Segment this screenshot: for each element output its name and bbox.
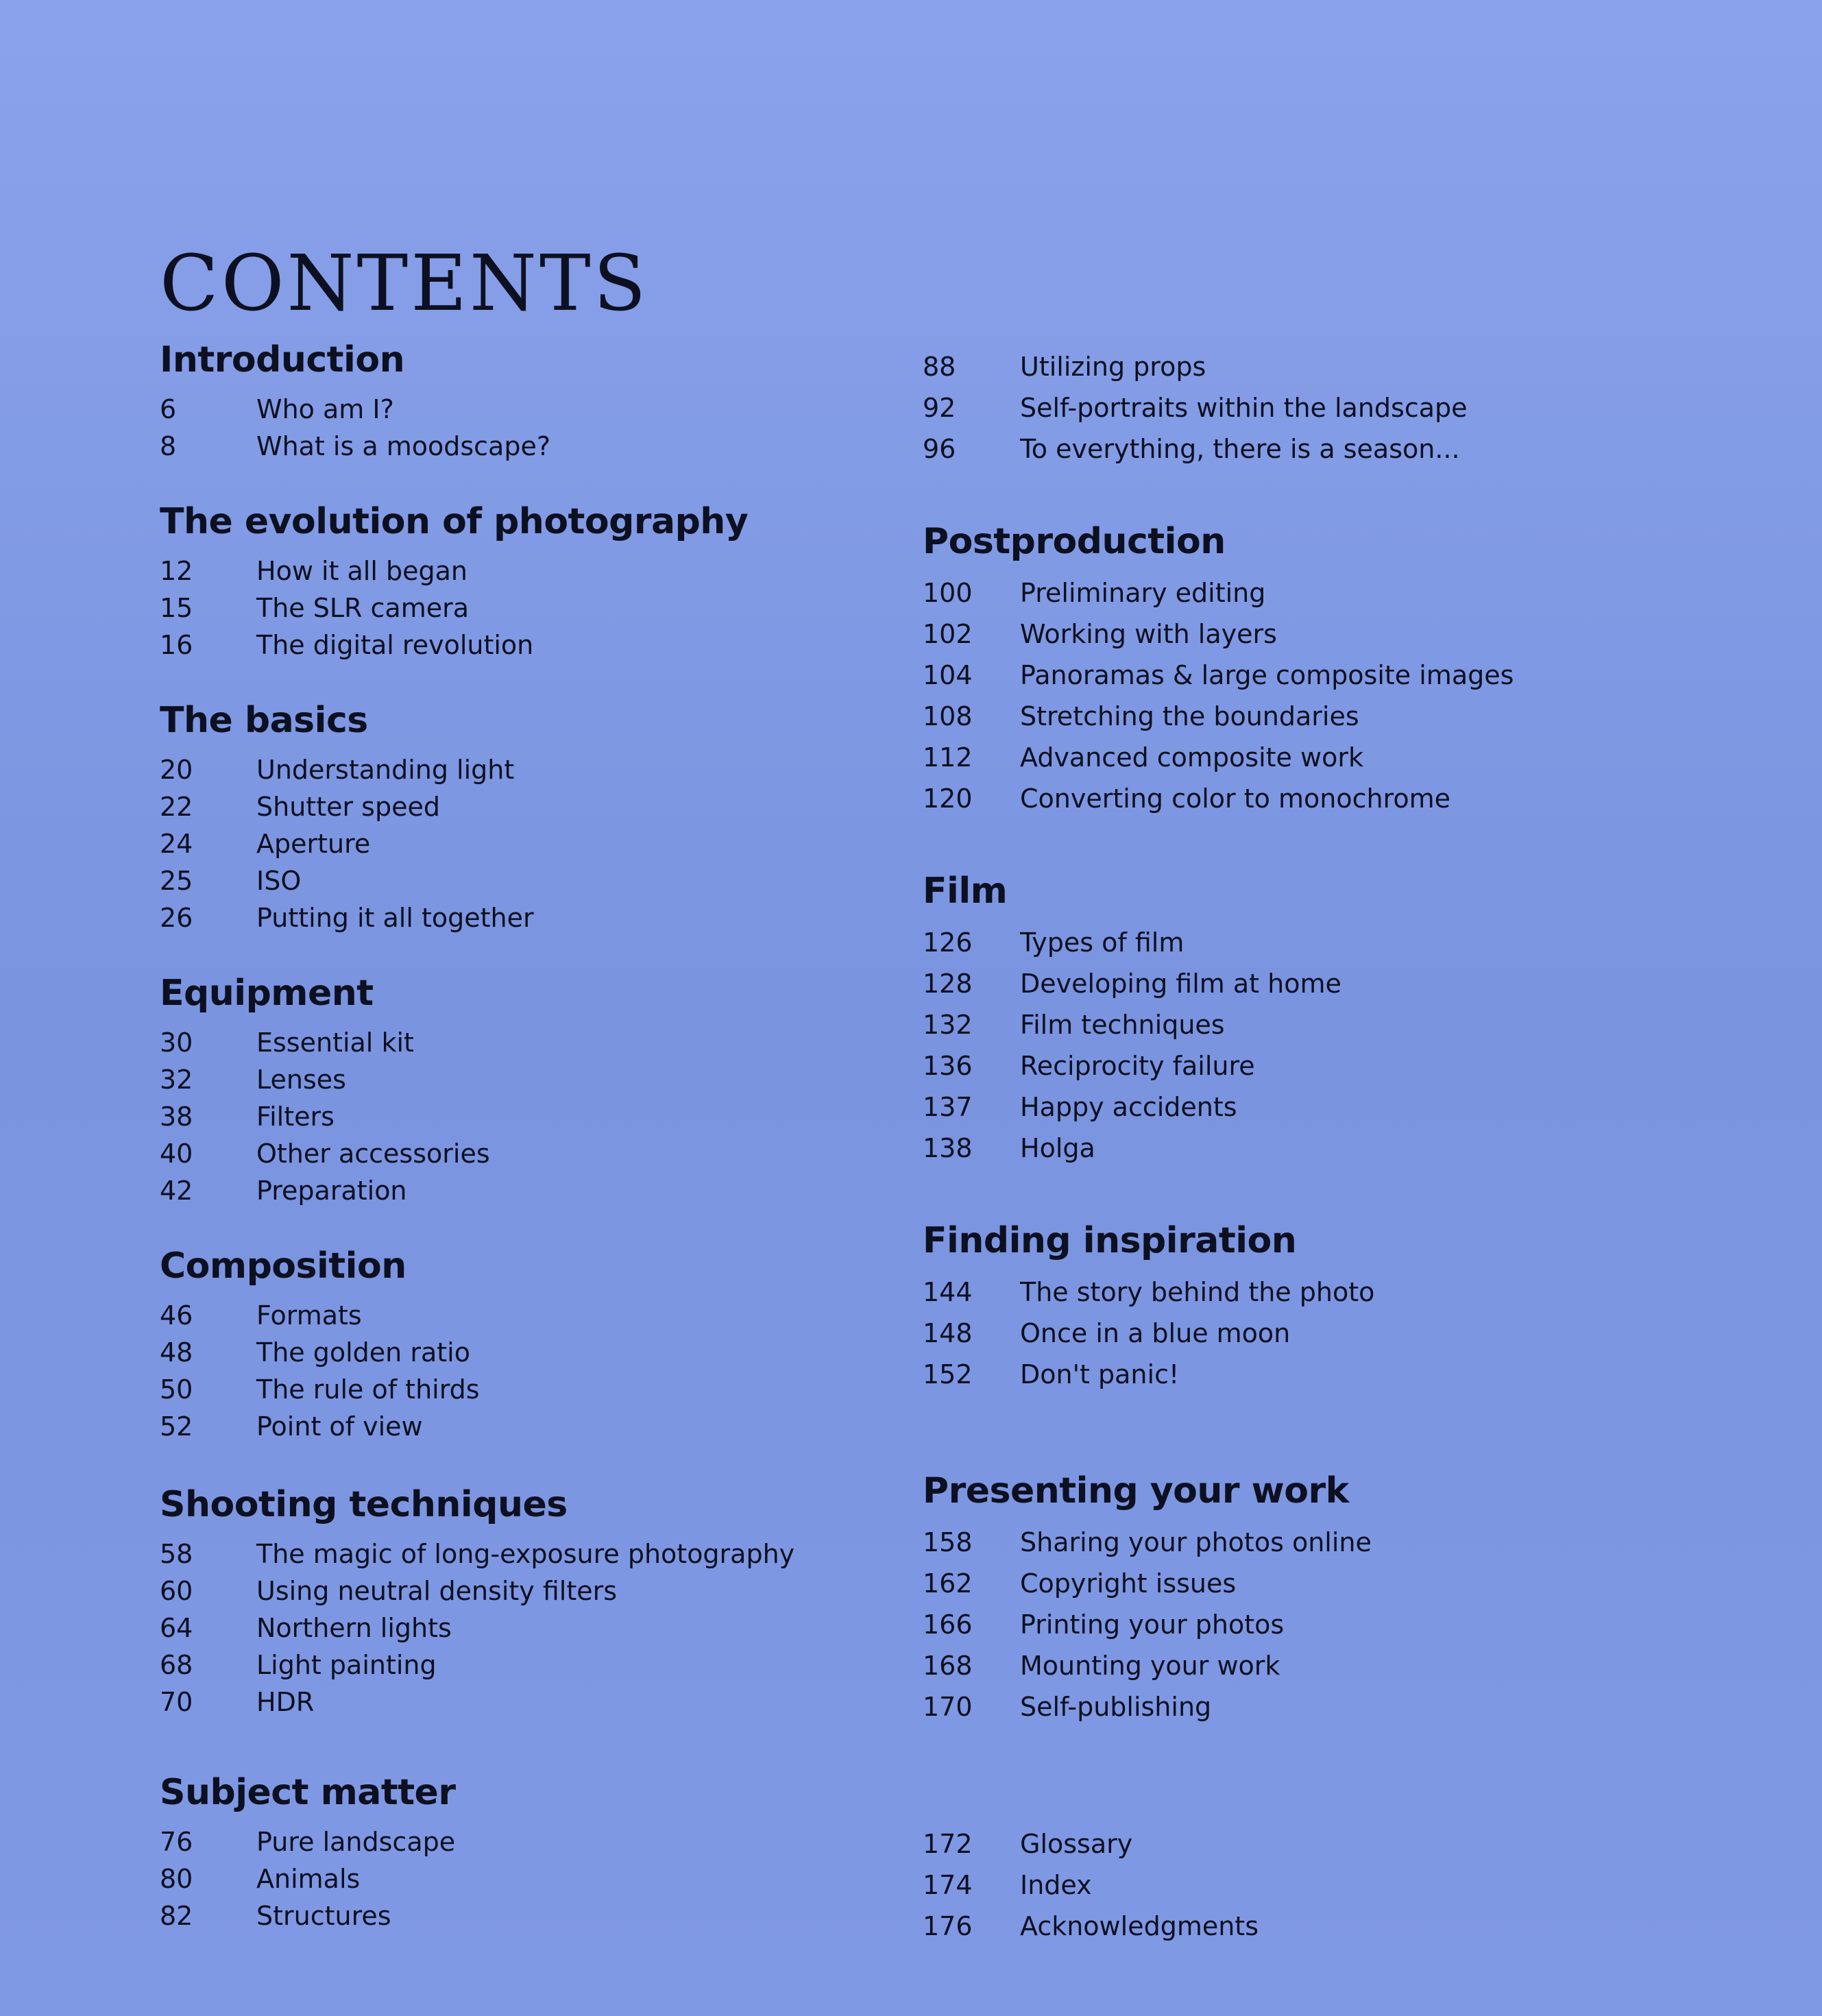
toc-entry[interactable]: [160, 1172, 879, 1209]
toc-entry[interactable]: [923, 614, 1642, 655]
page-number: 132: [923, 1010, 973, 1040]
toc-entry[interactable]: [923, 737, 1642, 778]
page-number: 172: [923, 1829, 973, 1859]
toc-entry[interactable]: [160, 552, 879, 590]
toc-entry[interactable]: [923, 428, 1642, 470]
page-number: 158: [923, 1527, 973, 1557]
toc-section: [923, 1217, 1642, 1395]
entry-title: Northern lights: [256, 1613, 452, 1643]
page-number: 102: [923, 619, 973, 649]
entry-title: Who am I?: [256, 394, 394, 424]
page-number: 16: [160, 630, 193, 660]
toc-entry[interactable]: [160, 1860, 879, 1897]
entry-title: The story behind the photo: [1020, 1277, 1375, 1307]
section-heading: Finding inspiration: [923, 1220, 1297, 1261]
page-number: 120: [923, 784, 973, 814]
page-number: 92: [923, 393, 956, 423]
toc-section: [160, 336, 879, 465]
page-number: 38: [160, 1102, 193, 1132]
page-number: 48: [160, 1337, 193, 1368]
toc-section: [923, 867, 1642, 1169]
entry-title: Using neutral density filters: [256, 1576, 618, 1606]
page-number: 76: [160, 1827, 193, 1857]
page-number: 88: [923, 352, 956, 382]
entry-title: Preliminary editing: [1020, 578, 1266, 608]
toc-entry[interactable]: [160, 1897, 879, 1934]
page-number: 168: [923, 1651, 973, 1681]
toc-entry[interactable]: [160, 1610, 879, 1647]
entry-title: Point of view: [256, 1411, 423, 1442]
toc-entry[interactable]: [160, 1024, 879, 1061]
page-number: 25: [160, 866, 193, 896]
toc-entry[interactable]: [160, 1098, 879, 1135]
page-number: 12: [160, 556, 193, 586]
page-number: 148: [923, 1318, 973, 1348]
page-number: 22: [160, 792, 193, 822]
section-heading: Equipment: [160, 973, 374, 1014]
entry-title: Glossary: [1020, 1829, 1133, 1859]
toc-entry[interactable]: [923, 572, 1642, 614]
page-number: 176: [923, 1911, 973, 1941]
page-number: 137: [923, 1092, 973, 1122]
page-number: 60: [160, 1576, 193, 1606]
toc-entry[interactable]: [923, 778, 1642, 819]
page-number: 128: [923, 969, 973, 999]
entry-title: Mounting your work: [1020, 1651, 1280, 1681]
entry-title: Other accessories: [256, 1139, 490, 1169]
page-number: 15: [160, 593, 193, 623]
toc-section: [923, 346, 1642, 470]
entry-title: Light painting: [256, 1650, 437, 1680]
page-number: 32: [160, 1065, 193, 1095]
page-number: 80: [160, 1864, 193, 1894]
entry-title: Animals: [256, 1864, 361, 1894]
entry-title: Copyright issues: [1020, 1568, 1237, 1599]
toc-entry[interactable]: [923, 1522, 1642, 1563]
toc-entry[interactable]: [160, 1334, 879, 1371]
entry-title: ISO: [256, 866, 302, 896]
toc-entry[interactable]: [160, 1297, 879, 1334]
toc-entry[interactable]: [923, 1004, 1642, 1045]
entry-title: Filters: [256, 1102, 335, 1132]
toc-entry[interactable]: [160, 788, 879, 825]
entry-title: Utilizing props: [1020, 352, 1206, 382]
toc-entry[interactable]: [160, 825, 879, 862]
toc-entry[interactable]: [160, 627, 879, 664]
section-heading: Shooting techniques: [160, 1484, 568, 1525]
toc-entry[interactable]: [923, 1086, 1642, 1128]
toc-section: [923, 1467, 1642, 1727]
toc-entry[interactable]: [160, 1684, 879, 1721]
toc-entry[interactable]: [160, 1823, 879, 1860]
entry-title: The magic of long-exposure photography: [256, 1539, 795, 1569]
entry-title: What is a moodscape?: [256, 431, 551, 461]
page-number: 170: [923, 1692, 973, 1722]
entry-title: Pure landscape: [256, 1827, 456, 1857]
section-heading: The evolution of photography: [160, 501, 749, 542]
page-number: 58: [160, 1539, 193, 1569]
entry-title: How it all began: [256, 556, 467, 586]
entry-title: Once in a blue moon: [1020, 1318, 1291, 1348]
entry-title: Essential kit: [256, 1028, 414, 1058]
toc-entry[interactable]: [160, 428, 879, 465]
page-number: 104: [923, 660, 973, 690]
page-number: 112: [923, 742, 973, 773]
toc-entry[interactable]: [923, 696, 1642, 737]
entry-title: Working with layers: [1020, 619, 1277, 649]
section-heading: Subject matter: [160, 1772, 456, 1813]
page-number: 50: [160, 1374, 193, 1405]
toc-entry[interactable]: [923, 1272, 1642, 1313]
entry-title: Developing film at home: [1020, 969, 1341, 999]
entry-title: Converting color to monochrome: [1020, 784, 1450, 814]
page-number: 52: [160, 1411, 193, 1442]
section-heading: Presenting your work: [923, 1470, 1349, 1511]
page-number: 26: [160, 903, 193, 933]
page-number: 138: [923, 1133, 973, 1163]
page-number: 8: [160, 431, 177, 461]
entry-title: The SLR camera: [256, 593, 470, 623]
page-number: 40: [160, 1139, 193, 1169]
entry-title: Self-portraits within the landscape: [1020, 393, 1468, 423]
page-number: 96: [923, 434, 956, 464]
entry-title: The golden ratio: [256, 1337, 470, 1368]
toc-section: [160, 969, 879, 1209]
entry-title: Panoramas & large composite images: [1020, 660, 1514, 690]
entry-title: The rule of thirds: [256, 1374, 480, 1405]
toc-entry[interactable]: [923, 1313, 1642, 1354]
entry-title: The digital revolution: [256, 630, 534, 660]
page-number: 152: [923, 1359, 973, 1389]
entry-title: Holga: [1020, 1133, 1095, 1163]
toc-entry[interactable]: [923, 922, 1642, 963]
entry-title: Putting it all together: [256, 903, 534, 933]
page-number: 144: [923, 1277, 973, 1307]
toc-entry[interactable]: [160, 391, 879, 428]
toc-entry[interactable]: [160, 1135, 879, 1172]
section-heading: Introduction: [160, 339, 405, 380]
toc-section: [160, 498, 879, 664]
entry-title: Preparation: [256, 1176, 407, 1206]
entry-title: Film techniques: [1020, 1010, 1225, 1040]
page-number: 6: [160, 394, 177, 424]
toc-entry[interactable]: [923, 1823, 1642, 1865]
entry-title: Stretching the boundaries: [1020, 701, 1359, 731]
entry-title: Understanding light: [256, 755, 515, 785]
page-number: 42: [160, 1176, 193, 1206]
section-heading: Composition: [160, 1246, 406, 1287]
toc-section: [160, 1242, 879, 1445]
toc-entry[interactable]: [923, 1645, 1642, 1686]
entry-title: Formats: [256, 1300, 362, 1331]
entry-title: HDR: [256, 1687, 315, 1717]
page-number: 100: [923, 578, 973, 608]
entry-title: Sharing your photos online: [1020, 1527, 1372, 1557]
toc-entry[interactable]: [923, 1865, 1642, 1906]
page-number: 20: [160, 755, 193, 785]
page-number: 82: [160, 1901, 193, 1931]
toc-right-column: [923, 346, 1642, 1947]
entry-title: Types of film: [1020, 927, 1185, 958]
toc-entry[interactable]: [923, 1686, 1642, 1727]
page-number: 126: [923, 927, 973, 958]
toc-entry[interactable]: [923, 1906, 1642, 1947]
toc-entry[interactable]: [923, 346, 1642, 387]
toc-section: [160, 1769, 879, 1934]
toc-entry[interactable]: [160, 1408, 879, 1445]
page-number: 70: [160, 1687, 193, 1717]
page-number: 174: [923, 1870, 973, 1900]
entry-title: Acknowledgments: [1020, 1911, 1259, 1941]
entry-title: Printing your photos: [1020, 1610, 1285, 1640]
toc-entry[interactable]: [160, 899, 879, 936]
toc-entry[interactable]: [160, 1535, 879, 1572]
page-number: 24: [160, 829, 193, 859]
entry-title: Index: [1020, 1870, 1092, 1900]
toc-section: [923, 1823, 1642, 1947]
page-number: 166: [923, 1610, 973, 1640]
section-heading: The basics: [160, 700, 368, 741]
toc-entry[interactable]: [923, 387, 1642, 428]
toc-entry[interactable]: [923, 655, 1642, 696]
entry-title: Reciprocity failure: [1020, 1051, 1255, 1081]
toc-entry[interactable]: [923, 963, 1642, 1004]
page-number: 64: [160, 1613, 193, 1643]
page-number: 162: [923, 1568, 973, 1599]
page-number: 108: [923, 701, 973, 731]
toc-entry[interactable]: [160, 1061, 879, 1098]
toc-entry[interactable]: [160, 590, 879, 627]
toc-entry[interactable]: [160, 1647, 879, 1684]
section-heading: Postproduction: [923, 521, 1226, 562]
entry-title: Aperture: [256, 829, 371, 859]
entry-title: Self-publishing: [1020, 1692, 1212, 1722]
entry-title: Lenses: [256, 1065, 346, 1095]
page-number: 46: [160, 1300, 193, 1331]
toc-entry[interactable]: [160, 862, 879, 899]
toc-entry[interactable]: [923, 1563, 1642, 1604]
toc-section: [923, 518, 1642, 819]
page-title: CONTENTS: [160, 239, 649, 329]
page-number: 68: [160, 1650, 193, 1680]
entry-title: To everything, there is a season...: [1020, 434, 1460, 464]
page-number: 136: [923, 1051, 973, 1081]
section-heading: Film: [923, 871, 1008, 912]
entry-title: Shutter speed: [256, 792, 440, 822]
toc-entry[interactable]: [923, 1128, 1642, 1169]
entry-title: Don't panic!: [1020, 1359, 1180, 1389]
toc-section: [160, 696, 879, 936]
toc-entry[interactable]: [160, 1371, 879, 1408]
toc-left-column: [160, 336, 879, 1934]
toc-entry[interactable]: [923, 1604, 1642, 1645]
entry-title: Structures: [256, 1901, 391, 1931]
page-number: 30: [160, 1028, 193, 1058]
entry-title: Advanced composite work: [1020, 742, 1363, 773]
toc-entry[interactable]: [160, 1572, 879, 1610]
toc-entry[interactable]: [923, 1354, 1642, 1395]
toc-entry[interactable]: [923, 1045, 1642, 1086]
entry-title: Happy accidents: [1020, 1092, 1237, 1122]
toc-entry[interactable]: [160, 751, 879, 788]
toc-section: [160, 1481, 879, 1721]
